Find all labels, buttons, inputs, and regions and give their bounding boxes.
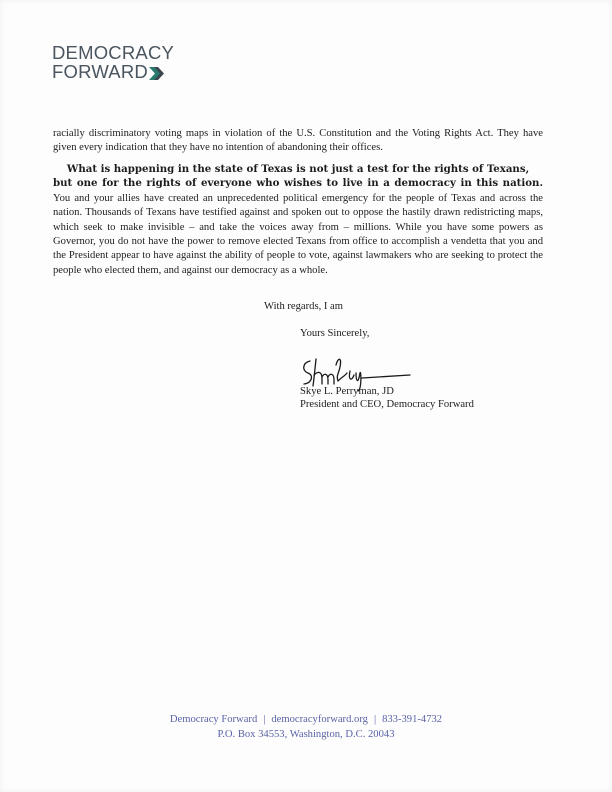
letter-paragraph-1: racially discriminatory voting maps in violation of the U.S. Constitution and the Voting Rights Act. They have given every indication that they have no intention of abandoning their offices.	[53, 127, 543, 153]
paragraph-2-bold-lead	[53, 162, 543, 176]
logo-line-2-text: FORWARD	[52, 61, 148, 82]
bold-lead-line-1: What is happening in the state of Texas is not just a test for the rights of Texans,	[66, 163, 530, 175]
footer-org: Democracy Forward	[169, 714, 258, 725]
footer-separator: |	[263, 714, 266, 725]
signer-name: Skye L. Perryman, JD	[300, 386, 394, 397]
footer-contact-line	[0, 714, 612, 725]
logo-line-2	[52, 62, 174, 81]
footer-phone: 833-391-4732	[382, 714, 443, 725]
paragraph-2-body: You and your allies have created an unprecedented political emergency for the people of Texas and across the nation. Thousands of Texans have testified against and spoken out to oppose the hastily drawn redistricting maps, which seek to make invisible – and take the voices away from – millions. While you have some powers as Governor, you do not have the power to remove elected Texans from office to accomplish a vendetta that you and the President appear to have against the ability of people to vote, against lawmakers who are seeking to protect the people who elected them, and against our democracy as a whole.	[53, 192, 543, 276]
footer-address: P.O. Box 34553, Washington, D.C. 20043	[217, 729, 395, 740]
bold-lead-line-2: but one for the rights of everyone who wishes to live in a democracy in this nation.	[53, 177, 543, 190]
democracy-forward-logo	[52, 43, 174, 81]
closing-sincerely: Yours Sincerely,	[300, 328, 370, 339]
letter-paragraph-2	[53, 162, 543, 278]
signer-title: President and CEO, Democracy Forward	[300, 399, 474, 410]
footer-separator: |	[373, 714, 377, 725]
footer-website-link[interactable]: democracyforward.org	[271, 714, 368, 725]
logo-line-1: DEMOCRACY	[52, 42, 175, 63]
closing-regards: With regards, I am	[264, 301, 343, 312]
forward-arrow-icon	[149, 67, 166, 80]
